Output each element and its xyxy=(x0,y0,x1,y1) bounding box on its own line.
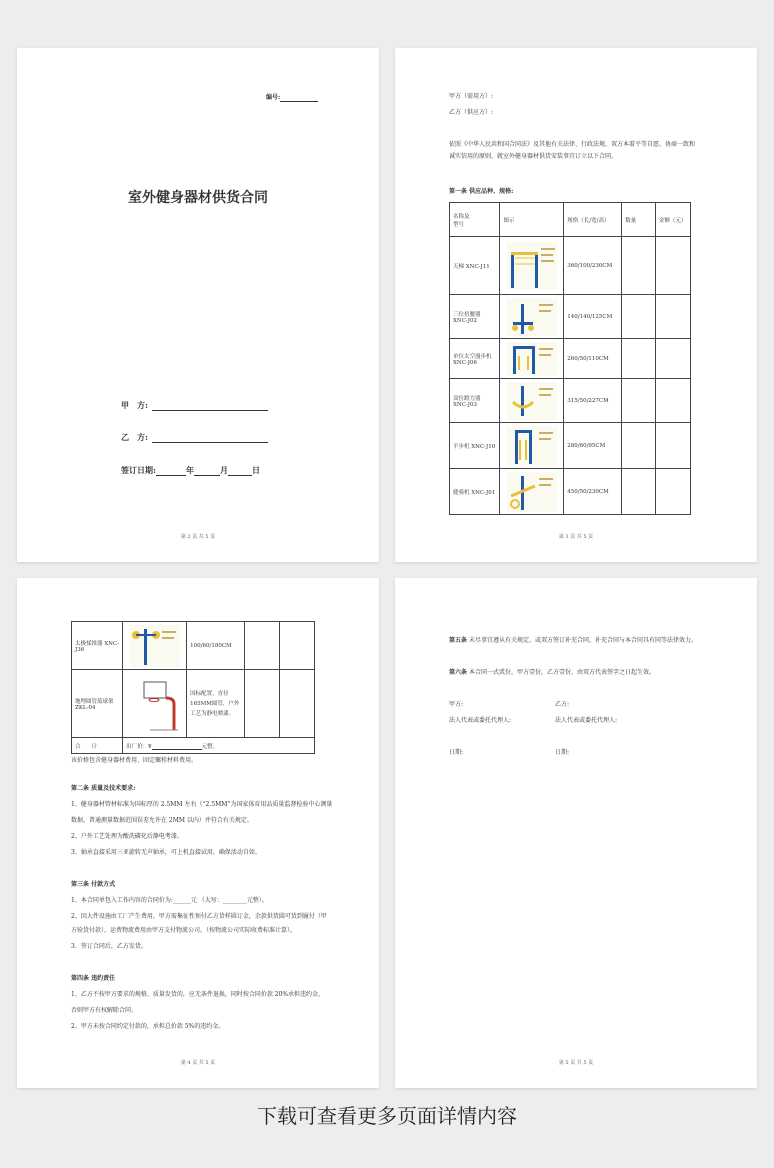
contract-title: 室外健身器材供货合同 xyxy=(128,189,268,205)
intro-line-1: 依照《中华人民共和国合同法》及其他有关法律、行政法规，双方本着平等自愿、协商一致和 xyxy=(449,141,696,148)
ladder-equipment-icon xyxy=(507,242,557,290)
page-terms xyxy=(17,578,379,1088)
rep-a: 法人代表或委托代理人: xyxy=(449,717,512,724)
product-amount[interactable] xyxy=(279,670,314,738)
table-row xyxy=(72,622,315,670)
page-products xyxy=(395,48,757,562)
article-4-item: 否则甲方有权解除合同。 xyxy=(71,1007,138,1014)
product-amount[interactable] xyxy=(655,237,690,295)
product-spec: 280/60/95CM xyxy=(564,423,622,469)
page-cover xyxy=(17,48,379,562)
party-a-label: 甲方（需用方）: xyxy=(449,93,494,100)
product-qty[interactable] xyxy=(622,339,656,379)
product-amount[interactable] xyxy=(279,622,314,670)
product-qty[interactable] xyxy=(244,670,279,738)
product-qty[interactable] xyxy=(622,295,656,339)
party-b-field: 乙 方: xyxy=(121,432,268,443)
header-spec: 规格（长/宽/高） xyxy=(564,203,622,237)
article-2-item: 数据，普通测量数据范围误差允许在 2MM 以内）并符合有关规定。 xyxy=(71,817,253,824)
table-row xyxy=(450,379,691,423)
product-spec: 140/140/125CM xyxy=(564,295,622,339)
rider-machine-icon xyxy=(507,472,557,512)
article-5: 第五条 未尽事宜遵从有关规定，或双方签订补充合同，补充合同与本合同具有同等法律效力。 xyxy=(449,637,697,644)
product-name: 平步机 XNC-J10 xyxy=(450,423,500,469)
product-qty[interactable] xyxy=(622,237,656,295)
total-value: 出厂价：¥ 元整。 xyxy=(123,738,315,754)
date-a: 日期: xyxy=(449,749,464,756)
table-row xyxy=(450,237,691,295)
article-4-title: 第四条 违约责任 xyxy=(71,975,116,982)
price-note: 该价格包含健身器材费用、固定螺栓材料费用。 xyxy=(71,757,198,764)
article-2-item: 3、轴承直接采用三亚旋转无声轴承，可上机直接试用，确保活动自如。 xyxy=(71,849,261,856)
product-spec: 100/60/180CM xyxy=(187,622,245,670)
party-b-sign: 乙方: xyxy=(555,701,570,708)
product-name: 太极揉推器 XNC-J36 xyxy=(72,622,123,670)
product-name: 地埋圆管篮球架 ZKL-04 xyxy=(72,670,123,738)
product-name: 双位蹬力器 XNC-J03 xyxy=(450,379,500,423)
sign-date-field: 签订日期: 年 月 日 xyxy=(121,465,260,475)
article-3-item: 方验货付款），运费物流费用由甲方支付物流公司。（按物流公司实际收费标准计算）。 xyxy=(71,927,297,934)
product-image xyxy=(500,379,564,423)
page-signatures xyxy=(395,578,757,1088)
product-name: 三位扭腰器 XNC-J02 xyxy=(450,295,500,339)
table-row xyxy=(450,295,691,339)
total-label: 合 计 xyxy=(72,738,123,754)
article-2-title: 第二条 质量及技术要求: xyxy=(71,785,136,792)
product-qty[interactable] xyxy=(244,622,279,670)
article-6: 第六条 本合同一式贰份，甲方壹份，乙方壹份，由双方代表签字之日起生效。 xyxy=(449,669,655,676)
intro-line-2: 诚实信用的原则，就室外健身器材供货安装事宜订立以下合同。 xyxy=(449,153,618,160)
product-spec: 450/50/230CM xyxy=(564,469,622,515)
product-name: 健骑机 XNC-J01 xyxy=(450,469,500,515)
table-row xyxy=(450,423,691,469)
product-image xyxy=(123,622,187,670)
party-a-sign: 甲方: xyxy=(449,701,464,708)
product-amount[interactable] xyxy=(655,379,690,423)
waist-twister-icon xyxy=(507,298,557,336)
header-qty: 数量 xyxy=(622,203,656,237)
product-amount[interactable] xyxy=(655,423,690,469)
date-b: 日期: xyxy=(555,749,570,756)
table-row xyxy=(450,469,691,515)
article-3-title: 第三条 付款方式 xyxy=(71,881,116,888)
article-3-item: 2、因大件设施由工厂产生费用，甲方需集征性预付乙方货样圆订金，余款供货圆可货到履付（甲 xyxy=(71,913,327,920)
product-qty[interactable] xyxy=(622,423,656,469)
product-image xyxy=(500,423,564,469)
table-row xyxy=(72,670,315,738)
party-a-field: 甲 方: xyxy=(121,400,268,411)
article-1-title: 第一条 供应品种、规格: xyxy=(449,188,514,195)
product-spec: 国标配置，直径165MM圆管，户外工艺为静电喷漆。 xyxy=(187,670,245,738)
product-spec: 315/50/227CM xyxy=(564,379,622,423)
product-name: 单位太空漫步机 XNC-J06 xyxy=(450,339,500,379)
rep-b: 法人代表或委托代理人: xyxy=(555,717,618,724)
product-amount[interactable] xyxy=(655,295,690,339)
product-spec: 260/50/110CM xyxy=(564,339,622,379)
product-image xyxy=(500,295,564,339)
product-image xyxy=(123,670,187,738)
article-3-item: 3．签订合同后，乙方发货。 xyxy=(71,943,147,950)
product-table-continued xyxy=(71,621,315,754)
table-row xyxy=(450,339,691,379)
product-amount[interactable] xyxy=(655,469,690,515)
page-footer: 第 5 页 共 5 页 xyxy=(558,1060,594,1066)
product-name: 天梯 XNC-J11 xyxy=(450,237,500,295)
header-amount: 金额（元） xyxy=(655,203,690,237)
download-caption[interactable]: 下载可查看更多页面详情内容 xyxy=(257,1104,517,1128)
product-image xyxy=(500,339,564,379)
product-image xyxy=(500,237,564,295)
article-2-item: 2、户外工艺处理为酸洗磷化后静电考漆。 xyxy=(71,833,183,840)
article-3-item: 1、本合同单包入工作内容的合同价为:______元 （大写：________元整）。 xyxy=(71,897,268,904)
article-4-item: 2、甲方未按合同约定付款的，承担总价款 5%的违约金。 xyxy=(71,1023,225,1030)
contract-number: 编号: xyxy=(266,93,318,102)
page-footer: 第 2 页 共 5 页 xyxy=(180,534,216,540)
space-walker-icon xyxy=(507,342,557,376)
page-footer: 第 4 页 共 5 页 xyxy=(180,1060,216,1066)
product-image xyxy=(500,469,564,515)
product-spec: 360/100/230CM xyxy=(564,237,622,295)
total-row xyxy=(72,738,315,754)
leg-press-icon xyxy=(507,382,557,420)
basketball-hoop-icon xyxy=(130,676,180,732)
taichi-pusher-icon xyxy=(130,625,180,667)
party-b-label: 乙方（供应方）: xyxy=(449,109,494,116)
stepper-icon xyxy=(507,426,557,466)
table-header-row xyxy=(450,203,691,237)
article-4-item: 1、乙方不按甲方要求的规格、质量发货的，应无条件退换，同时按合同价款 20%承担违约金， xyxy=(71,991,325,998)
header-name: 名称及 型号 xyxy=(450,203,500,237)
product-amount[interactable] xyxy=(655,339,690,379)
product-qty[interactable] xyxy=(622,379,656,423)
product-table xyxy=(449,202,691,515)
header-image: 图示 xyxy=(500,203,564,237)
article-2-item: 1、健身器材管材标准为国标厚的 2.5MM 左右（“2.5MM”为国家体育用品质量监督检验中心测量 xyxy=(71,801,333,808)
product-qty[interactable] xyxy=(622,469,656,515)
page-footer: 第 3 页 共 5 页 xyxy=(558,534,594,540)
